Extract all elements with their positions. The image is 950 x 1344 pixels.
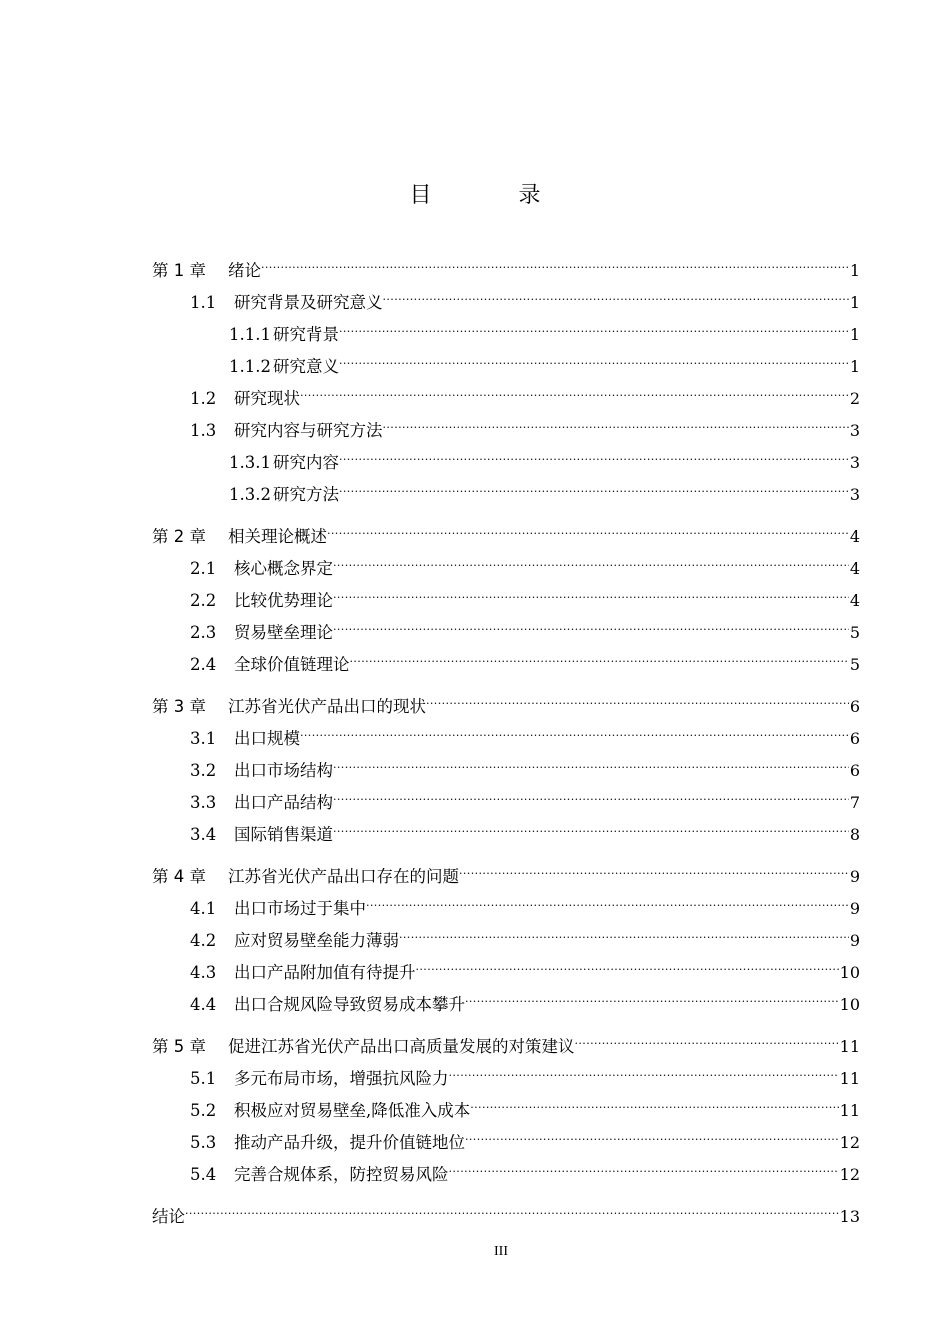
toc-entry-label: 推动产品升级，提升价值链地位 (234, 1133, 465, 1152)
toc-dot-leader (327, 510, 849, 542)
toc-entry-page: 3 (849, 453, 860, 472)
toc-dot-leader (333, 542, 849, 574)
toc-entry-label: 促进江苏省光伏产品出口高质量发展的对策建议 (228, 1037, 575, 1056)
toc-entry-number: 1.3.2 (229, 485, 271, 504)
toc-dot-leader (339, 308, 849, 340)
toc-section-entry[interactable] (152, 712, 860, 748)
toc-dot-leader (333, 776, 849, 808)
toc-dot-leader (339, 436, 849, 468)
toc-entry-number: 3.3 (190, 793, 217, 812)
toc-entry-number: 第 2 章 (152, 527, 206, 546)
toc-entry-label: 贸易壁垒理论 (234, 623, 333, 642)
toc-entry-number: 3.2 (190, 761, 217, 780)
toc-dot-leader (383, 404, 849, 436)
toc-entry-label: 研究现状 (234, 389, 300, 408)
toc-entry-label: 研究方法 (272, 485, 339, 504)
toc-section-entry[interactable] (152, 372, 860, 408)
toc-section-entry[interactable] (152, 276, 860, 312)
toc-dot-leader (470, 1084, 838, 1116)
toc-entry-number: 2.2 (190, 591, 217, 610)
toc-entry-page: 10 (839, 963, 860, 982)
toc-dot-leader (416, 946, 839, 978)
toc-dot-leader (333, 808, 849, 840)
toc-entry-page: 6 (849, 761, 860, 780)
toc-entry-page: 9 (849, 899, 860, 918)
toc-entry-number: 4.4 (190, 995, 217, 1014)
toc-dot-leader (339, 468, 849, 500)
toc-section-entry[interactable] (152, 1052, 860, 1088)
toc-entry-label: 出口规模 (234, 729, 300, 748)
toc-section-entry[interactable] (152, 308, 860, 344)
toc-entry-page: 13 (839, 1207, 860, 1226)
toc-entry-number: 第 3 章 (152, 697, 206, 716)
toc-section-entry[interactable] (152, 404, 860, 440)
toc-section-entry[interactable] (152, 436, 860, 472)
toc-section-entry[interactable] (152, 1084, 860, 1120)
toc-entry-page: 6 (849, 729, 860, 748)
toc-entry-label: 多元布局市场，增强抗风险力 (234, 1069, 449, 1088)
toc-section-entry[interactable] (152, 744, 860, 780)
toc-dot-leader (333, 606, 849, 638)
toc-entry-number: 3.1 (190, 729, 217, 748)
toc-entry-label: 研究背景及研究意义 (234, 293, 383, 312)
toc-entry-number: 3.4 (190, 825, 217, 844)
toc-section-entry[interactable] (152, 1116, 860, 1152)
toc-entry-label: 研究内容与研究方法 (234, 421, 383, 440)
toc-section-entry[interactable] (152, 946, 860, 982)
toc-entry-page: 4 (849, 527, 860, 546)
toc-entry-number: 5.4 (190, 1165, 217, 1184)
toc-dot-leader (399, 914, 849, 946)
toc-entry-page: 1 (849, 293, 860, 312)
toc-dot-leader (333, 744, 849, 776)
toc-entry-number: 2.3 (190, 623, 217, 642)
toc-entry-label: 研究内容 (272, 453, 339, 472)
toc-entry-page: 1 (849, 357, 860, 376)
toc-entry-page: 4 (849, 559, 860, 578)
toc-chapter-entry[interactable] (152, 510, 860, 546)
toc-dot-leader (300, 712, 849, 744)
toc-section-entry[interactable] (152, 1148, 860, 1184)
toc-dot-leader (300, 372, 849, 404)
toc-entry-label: 结论 (152, 1207, 185, 1226)
page-number-footer: III (494, 1244, 508, 1259)
toc-dot-leader (185, 1190, 839, 1222)
toc-section-entry[interactable] (152, 468, 860, 504)
toc-entry-number: 5.2 (190, 1101, 217, 1120)
toc-section-entry[interactable] (152, 542, 860, 578)
toc-entry-number: 第 4 章 (152, 867, 206, 886)
toc-entry-page: 9 (849, 931, 860, 950)
toc-entry-label: 国际销售渠道 (234, 825, 333, 844)
table-of-contents (152, 244, 860, 1226)
toc-entry-number: 1.2 (190, 389, 217, 408)
toc-entry-page: 8 (849, 825, 860, 844)
toc-entry-number: 5.1 (190, 1069, 217, 1088)
toc-dot-leader (449, 1148, 839, 1180)
toc-section-entry[interactable] (152, 914, 860, 950)
toc-entry-label: 应对贸易壁垒能力薄弱 (234, 931, 399, 950)
toc-entry-page: 7 (849, 793, 860, 812)
toc-entry-page: 11 (839, 1069, 860, 1088)
toc-chapter-entry[interactable] (152, 244, 860, 280)
toc-entry-page: 1 (849, 261, 860, 280)
toc-section-entry[interactable] (152, 978, 860, 1014)
toc-entry-label: 相关理论概述 (228, 527, 327, 546)
toc-dot-leader (459, 850, 849, 882)
toc-section-entry[interactable] (152, 340, 860, 376)
toc-entry-page: 2 (849, 389, 860, 408)
toc-dot-leader (350, 638, 849, 670)
toc-entry-page: 5 (849, 623, 860, 642)
toc-entry-label: 江苏省光伏产品出口存在的问题 (228, 867, 459, 886)
toc-chapter-entry[interactable] (152, 680, 860, 716)
toc-entry-label: 研究意义 (272, 357, 339, 376)
toc-section-entry[interactable] (152, 638, 860, 674)
toc-entry-number: 第 1 章 (152, 261, 206, 280)
toc-dot-leader (465, 1116, 839, 1148)
toc-dot-leader (261, 244, 849, 276)
toc-chapter-entry[interactable] (152, 1020, 860, 1056)
toc-dot-leader (366, 882, 849, 914)
toc-entry-label: 研究背景 (272, 325, 339, 344)
toc-entry-page: 10 (839, 995, 860, 1014)
toc-dot-leader (465, 978, 839, 1010)
toc-entry-label: 出口产品结构 (234, 793, 333, 812)
toc-chapter-entry[interactable] (152, 850, 860, 886)
toc-entry-label: 出口市场过于集中 (234, 899, 366, 918)
toc-entry-number: 1.1 (190, 293, 217, 312)
toc-entry-label: 核心概念界定 (234, 559, 333, 578)
toc-section-entry[interactable] (152, 606, 860, 642)
toc-entry-number: 4.3 (190, 963, 217, 982)
toc-entry-number: 1.3 (190, 421, 217, 440)
toc-section-entry[interactable] (152, 776, 860, 812)
toc-dot-leader (426, 680, 849, 712)
toc-dot-leader (383, 276, 849, 308)
toc-entry-number: 4.2 (190, 931, 217, 950)
toc-entry-number: 1.3.1 (229, 453, 271, 472)
toc-section-entry[interactable] (152, 574, 860, 610)
toc-entry-label: 出口市场结构 (234, 761, 333, 780)
page-title: 目 录 (409, 183, 581, 208)
toc-entry-label: 积极应对贸易壁垒,降低准入成本 (234, 1101, 471, 1120)
toc-entry-page: 11 (839, 1037, 860, 1056)
toc-entry-page: 11 (839, 1101, 860, 1120)
toc-entry-page: 4 (849, 591, 860, 610)
toc-entry-page: 6 (849, 697, 860, 716)
toc-entry-number: 2.4 (190, 655, 217, 674)
toc-entry-number: 第 5 章 (152, 1037, 206, 1056)
toc-entry-label: 出口合规风险导致贸易成本攀升 (234, 995, 465, 1014)
toc-entry-page: 9 (849, 867, 860, 886)
toc-entry-number: 4.1 (190, 899, 217, 918)
toc-entry-page: 1 (849, 325, 860, 344)
toc-entry-number: 1.1.1 (229, 325, 271, 344)
toc-entry-number: 1.1.2 (229, 357, 271, 376)
toc-entry-label: 完善合规体系，防控贸易风险 (234, 1165, 449, 1184)
toc-chapter-entry[interactable] (152, 1190, 860, 1226)
toc-dot-leader (339, 340, 849, 372)
toc-entry-page: 5 (849, 655, 860, 674)
toc-entry-page: 3 (849, 421, 860, 440)
toc-entry-page: 12 (839, 1165, 860, 1184)
toc-entry-label: 出口产品附加值有待提升 (234, 963, 416, 982)
toc-dot-leader (449, 1052, 839, 1084)
toc-entry-label: 全球价值链理论 (234, 655, 350, 674)
toc-dot-leader (575, 1020, 839, 1052)
toc-dot-leader (333, 574, 849, 606)
toc-entry-page: 3 (849, 485, 860, 504)
toc-entry-number: 5.3 (190, 1133, 217, 1152)
toc-entry-label: 绪论 (228, 261, 261, 280)
toc-section-entry[interactable] (152, 882, 860, 918)
toc-entry-label: 江苏省光伏产品出口的现状 (228, 697, 426, 716)
toc-entry-label: 比较优势理论 (234, 591, 333, 610)
toc-section-entry[interactable] (152, 808, 860, 844)
toc-entry-number: 2.1 (190, 559, 217, 578)
toc-entry-page: 12 (839, 1133, 860, 1152)
